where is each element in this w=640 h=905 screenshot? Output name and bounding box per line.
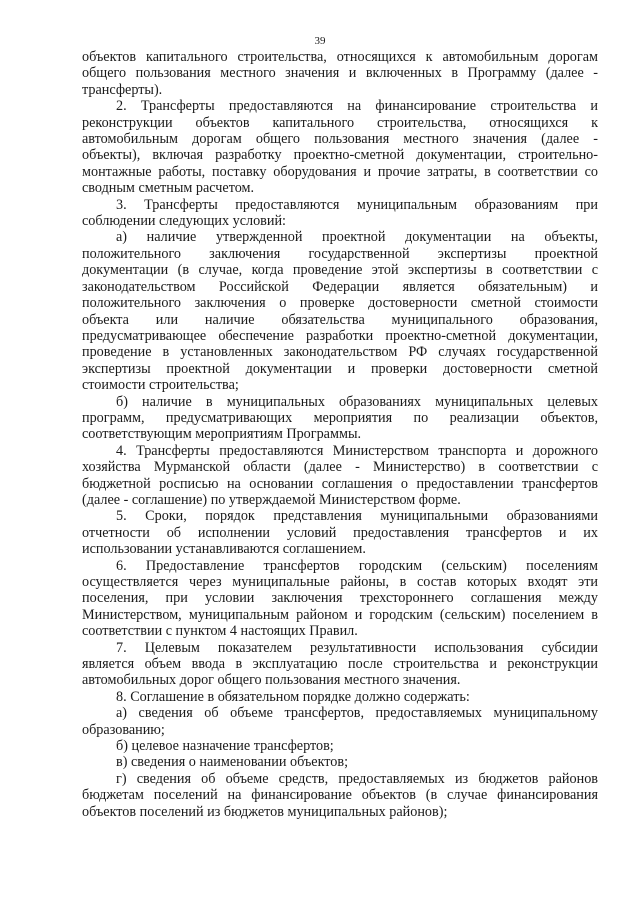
paragraph-item-3 [82,197,598,230]
text-line: объектов капитального строительства, относящихся к автомобильным дорогам [82,49,598,65]
paragraph-item-3a [82,229,598,393]
text-line: автомобильных дорог общего пользования местного значения. [82,672,461,689]
text-line: сводным сметным расчетом. [82,180,255,197]
text-line: а) наличие утвержденной проектной документации на объекты, [116,229,598,246]
text-line: объекты), включая разработку проектно-сметной документации, строительно- [82,147,598,164]
paragraph-item-2 [82,98,598,196]
text-line: 6. Предоставление трансфертов городским (сельским) поселениям [116,557,598,574]
text-line: Министерством, муниципальным районом и городским (сельским) поселением в [82,606,598,623]
paragraph-continuation [82,49,598,98]
text-line: 5. Сроки, порядок представления муниципальными образованиями [116,508,598,525]
text-line: соблюдении следующих условий: [82,213,286,230]
text-line: бюджетной росписью на основании соглашения о предоставлении трансфертов [82,475,598,492]
paragraph-item-8c [82,754,598,770]
text-line: 7. Целевым показателем результативности использования субсидии [116,639,598,656]
text-line: образованию; [82,721,165,738]
text-line: 8. Соглашение в обязательном порядке должно содержать: [116,688,470,705]
text-line: (далее - соглашение) по утверждаемой Министерством форме. [82,491,461,508]
text-line: автомобильным дорогам общего пользования местного значения (далее - [82,131,598,148]
paragraph-item-4 [82,443,598,509]
paragraph-item-8a [82,705,598,738]
paragraph-item-7 [82,640,598,689]
text-line: 3. Трансферты предоставляются муниципальным образованиям при [116,196,598,213]
text-line: программ, предусматривающих мероприятия по реализации объектов, [82,409,598,426]
text-line: б) наличие в муниципальных образованиях муниципальных целевых [116,393,598,410]
text-line: объекта или наличие обязательства муниципального образования, [82,311,598,328]
text-line: является объем ввода в эксплуатацию после строительства и реконструкции [82,656,598,673]
text-line: положительного заключения государственной экспертизы проектной [82,245,598,262]
text-line: использовании устанавливаются соглашением. [82,541,366,558]
text-line: реконструкции объектов капитального строительства, относящихся к [82,114,598,131]
paragraph-item-5 [82,508,598,557]
paragraph-item-3b [82,394,598,443]
text-line: в) сведения о наименовании объектов; [116,754,349,771]
text-line: стоимости строительства; [82,377,239,394]
text-line: соответствии с пунктом 4 настоящих Правил. [82,623,358,640]
text-line: хозяйства Мурманской области (далее - Министерство) в соответствии с [82,459,598,476]
text-line: отчетности об исполнении условий предоставления трансфертов и их [82,524,598,541]
text-line: трансферты). [82,81,163,98]
text-line: общего пользования местного значения и включенных в Программу (далее - [82,65,598,82]
text-line: соответствующим мероприятиям Программы. [82,426,362,443]
page-number: 39 [314,35,326,47]
text-line: бюджетам поселений на финансирование объектов (в случае финансирования [82,787,598,804]
text-line: 2. Трансферты предоставляются на финансирование строительства и [116,98,598,115]
text-line: осуществляется через муниципальные районы, в состав которых входят эти [82,574,598,590]
text-line: б) целевое назначение трансфертов; [116,738,334,755]
text-line: поселения, при условии заключения трехстороннего соглашения между [82,590,598,607]
paragraph-item-8b [82,738,598,754]
text-line: законодательством Российской Федерации является обязательным) и [82,278,598,295]
paragraph-item-8 [82,689,598,705]
document-body [82,49,598,820]
text-line: объектов поселений из бюджетов муниципальных районов); [82,803,448,820]
text-line: предусматривающее обеспечение разработки проектно-сметной документации, [82,327,598,344]
text-line: положительного заключения о проверке достоверности сметной стоимости [82,295,598,312]
paragraph-item-6 [82,558,598,640]
text-line: 4. Трансферты предоставляются Министерством транспорта и дорожного [116,442,598,459]
text-line: документации (в случае, когда проведение этой экспертизы в соответствии с [82,262,598,279]
text-line: монтажные работы, поставку оборудования и прочие затраты, в соответствии со [82,163,598,180]
text-line: экспертизы проектной документации и проверки достоверности сметной [82,360,598,377]
paragraph-item-8d [82,771,598,820]
text-line: проведение в установленных законодательством РФ случаях государственной [82,344,598,361]
text-line: г) сведения об объеме средств, предоставляемых из бюджетов районов [116,770,598,787]
text-line: а) сведения об объеме трансфертов, предоставляемых муниципальному [116,705,598,722]
